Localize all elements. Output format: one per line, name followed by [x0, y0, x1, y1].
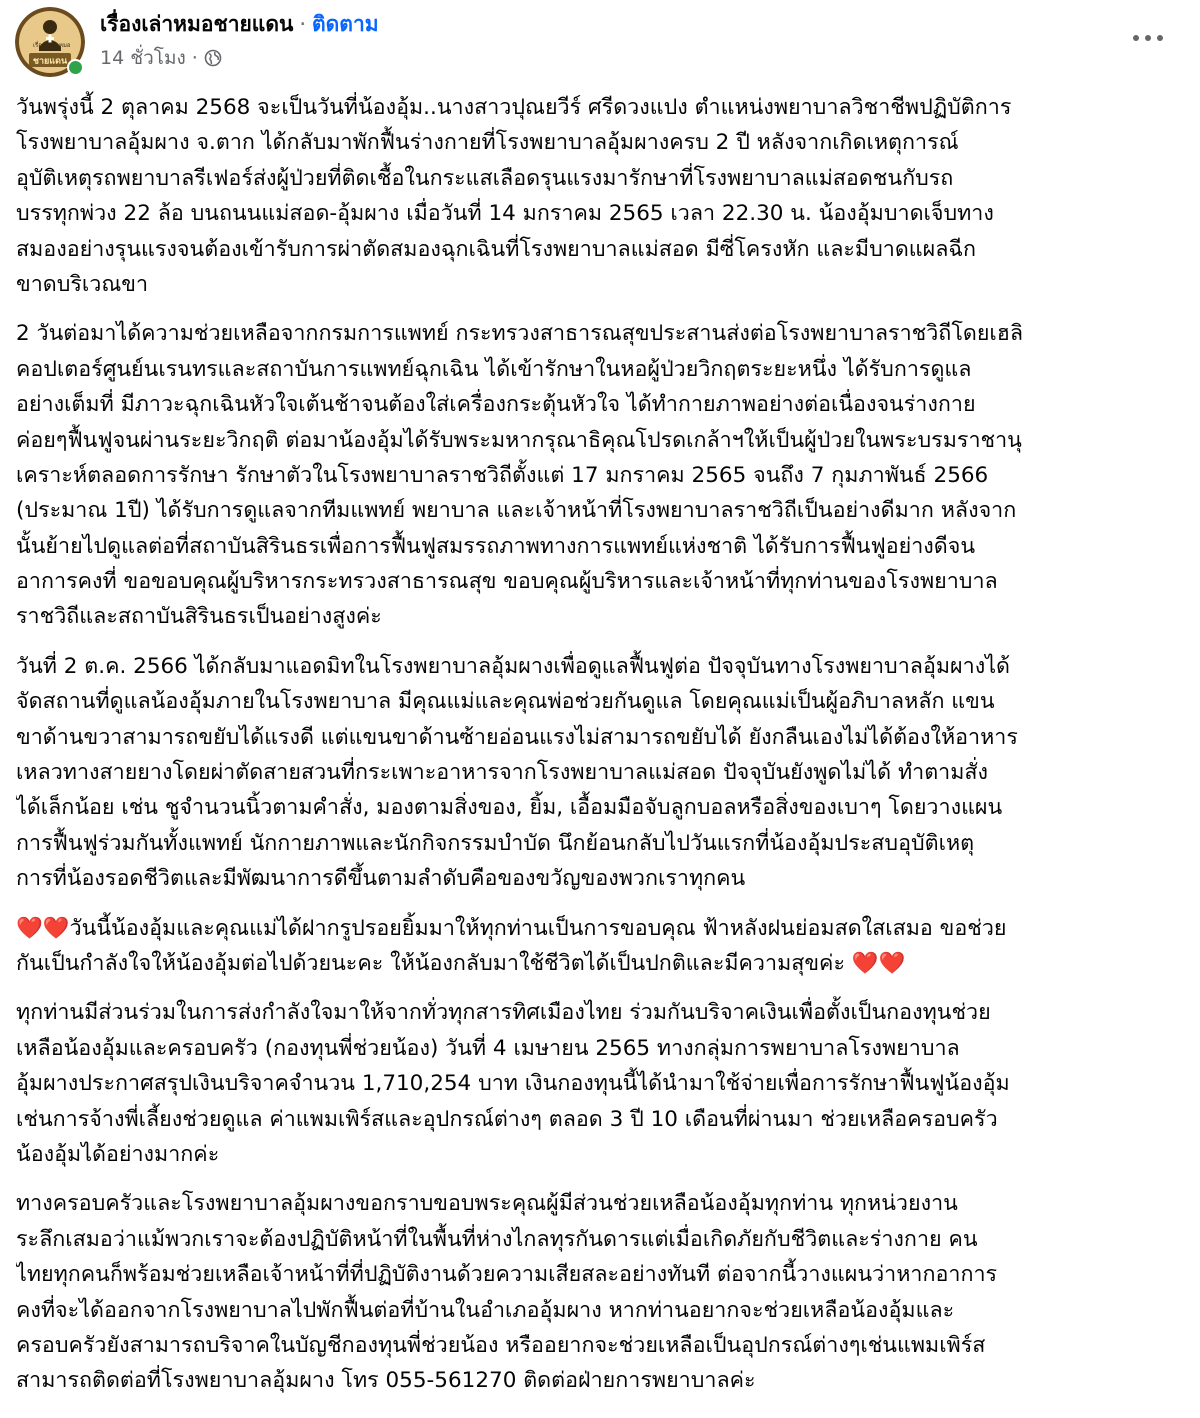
- post-text-line: อาการคงที่ ขอขอบคุณผู้บริหารกระทรวงสาธารณสุข ขอบคุณผู้บริหารและเจ้าหน้าที่ทุกท่านของโรงพยาบาล: [16, 569, 998, 595]
- post-text-line: ราชวิถีและสถาบันสิรินธรเป็นอย่างสูงค่ะ: [16, 604, 382, 630]
- post-text-line: เช่นการจ้างพี่เลี้ยงช่วยดูแล ค่าแพมเพิร์สและอุปกรณ์ต่างๆ ตลอด 3 ปี 10 เดือนที่ผ่านมา ช่วยเหลือครอบครัว: [16, 1106, 998, 1132]
- avatar-logo-text-bottom: ชายแดน: [32, 56, 68, 67]
- post-text-line: บรรทุกพ่วง 22 ล้อ บนถนนแม่สอด-อุ้มผาง เมื่อวันที่ 14 มกราคม 2565 เวลา 22.30 น. น้องอุ้มบาดเจ็บทาง: [16, 201, 994, 227]
- globe-icon[interactable]: [204, 49, 222, 67]
- post-text-line: วันที่ 2 ต.ค. 2566 ได้กลับมาแอดมิทในโรงพยาบาลอุ้มผางเพื่อดูแลฟื้นฟูต่อ ปัจจุบันทางโรงพยาบาลอุ้มผางได้: [16, 653, 1010, 679]
- post-text-line: ทางครอบครัวและโรงพยาบาลอุ้มผางขอกราบขอบพระคุณผู้มีส่วนช่วยเหลือน้องอุ้มทุกท่าน ทุกหน่วยงาน: [16, 1191, 958, 1217]
- post-text-line: ขาด้านขวาสามารถขยับได้แรงดี แต่แขนขาด้านซ้ายอ่อนแรงไม่สามารถขยับได้ ยังกลืนเองไม่ได้ต้องให้อาหาร: [16, 724, 1018, 750]
- post-paragraph: [16, 911, 1184, 982]
- post-text-line: สามารถติดต่อที่โรงพยาบาลอุ้มผาง โทร 055-561270 ติดต่อฝ่ายการพยาบาลค่ะ: [16, 1368, 756, 1394]
- post-text-line: การที่น้องรอดชีวิตและมีพัฒนาการดีขึ้นตามลำดับคือของขวัญของพวกเราทุกคน: [16, 866, 746, 892]
- post-text-line: กันเป็นกำลังใจให้น้องอุ้มต่อไปด้วยนะคะ ให้น้องกลับมาใช้ชีวิตได้เป็นปกติและมีความสุขค่ะ ❤️❤️: [16, 950, 906, 976]
- more-options-button[interactable]: [1128, 22, 1168, 54]
- post-text-line: 2 วันต่อมาได้ความช่วยเหลือจากกรมการแพทย์ กระทรวงสาธารณสุขประสานส่งต่อโรงพยาบาลราชวิถีโดยเฮลิ: [16, 321, 1024, 347]
- follow-button[interactable]: ติดตาม: [312, 11, 379, 36]
- post-text-line: จัดสถานที่ดูแลน้องอุ้มภายในโรงพยาบาล มีคุณแม่และคุณพ่อช่วยกันดูแล โดยคุณแม่เป็นผู้อภิบาลหลัก แขน: [16, 689, 995, 715]
- meta-separator: ·: [191, 47, 198, 69]
- post-paragraph: [16, 649, 1184, 897]
- heart-icon: ❤️: [878, 950, 906, 976]
- page-name-link[interactable]: เรื่องเล่าหมอชายแดน: [100, 11, 294, 36]
- post-text-line: น้องอุ้มได้อย่างมากค่ะ: [16, 1141, 220, 1167]
- post-meta: [100, 44, 222, 72]
- heart-icon: ❤️: [42, 915, 70, 941]
- post-text-line: อย่างเต็มที่ มีภาวะฉุกเฉินหัวใจเต้นช้าจนต้องใส่เครื่องกระตุ้นหัวใจ ได้ทำกายภาพอย่างต่อเนื่องจนร่างกาย: [16, 392, 976, 418]
- post-text-line: ระลึกเสมอว่าแม้พวกเราจะต้องปฏิบัติหน้าที่ในพื้นที่ห่างไกลทุรกันดารแต่เมื่อเกิดภัยกับชีวิตและร่างกาย คน: [16, 1226, 978, 1252]
- post-text-line: วันพรุ่งนี้ 2 ตุลาคม 2568 จะเป็นวันที่น้องอุ้ม..นางสาวปุณยวีร์ ศรีดวงแปง ตำแหน่งพยาบาลวิชาชีพปฏิบัติการ: [16, 95, 1012, 120]
- post-paragraph: [16, 316, 1184, 635]
- post-paragraph: [16, 1186, 1184, 1398]
- avatar-logo-text-mid: หมอ: [59, 42, 71, 49]
- post-text-line: คอปเตอร์ศูนย์นเรนทรและสถาบันการแพทย์ฉุกเฉิน ได้เข้ารักษาในหอผู้ป่วยวิกฤตระยะหนึ่ง ได้รับการดูแล: [16, 356, 972, 382]
- post-text-line: นั้นย้ายไปดูแลต่อที่สถาบันสิรินธรเพื่อการฟื้นฟูสมรรถภาพทางการแพทย์แห่งชาติ ได้รับการฟื้นฟูอย่างดีจน: [16, 533, 976, 559]
- post-text-line: สมองอย่างรุนแรงจนต้องเข้ารับการผ่าตัดสมองฉุกเฉินที่โรงพยาบาลแม่สอด มีซี่โครงหัก และมีบาดแผลฉีก: [16, 236, 977, 262]
- heart-icon: ❤️: [16, 915, 43, 941]
- post-text-line: ได้เล็กน้อย เช่น ชูจำนวนนิ้วตามคำสั่ง, มองตามสิ่งของ, ยิ้ม, เอื้อมมือจับลูกบอลหรือสิ่งของเบาๆ โดยวางแผน: [16, 795, 1003, 821]
- post-timestamp[interactable]: 14 ชั่วโมง: [100, 47, 186, 69]
- post-text-line: ค่อยๆฟื้นฟูจนผ่านระยะวิกฤติ ต่อมาน้องอุ้มได้รับพระมหากรุณาธิคุณโปรดเกล้าฯให้เป็นผู้ป่วยในพระบรมราชานุ: [16, 427, 1022, 453]
- post-text-line: เหลือน้องอุ้มและครอบครัว (กองทุนพี่ช่วยน้อง) วันที่ 4 เมษายน 2565 ทางกลุ่มการพยาบาลโรงพยาบาล: [16, 1035, 960, 1061]
- post-text-line: ไทยทุกคนก็พร้อมช่วยเหลือเจ้าหน้าที่ที่ปฏิบัติงานด้วยความเสียสละอย่างทันที ต่อจากนี้วางแผนว่าหากอาการ: [16, 1262, 998, 1288]
- post-text-line: ทุกท่านมีส่วนร่วมในการส่งกำลังใจมาให้จากทั่วทุกสารทิศเมืองไทย ร่วมกันบริจาคเงินเพื่อตั้งเป็นกองทุนช่วย: [16, 1000, 991, 1026]
- post-text-line: (ประมาณ 1ปี) ได้รับการดูแลจากทีมแพทย์ พยาบาล และเจ้าหน้าที่โรงพยาบาลราชวิถีเป็นอย่างดีมาก หลังจาก: [16, 498, 1017, 524]
- post-text-line: โรงพยาบาลอุ้มผาง จ.ตาก ได้กลับมาพักฟื้นร่างกายที่โรงพยาบาลอุ้มผางครบ 2 ปี หลังจากเกิดเหตุการณ์: [16, 130, 959, 156]
- post-text-line: ครอบครัวยังสามารถบริจาคในบัญชีกองทุนพี่ช่วยน้อง หรืออยากจะช่วยเหลือเป็นอุปกรณ์ต่างๆเช่นแพมเพิร์ส: [16, 1332, 986, 1358]
- post-text-line: ❤️❤️วันนี้น้องอุ้มและคุณแม่ได้ฝากรูปรอยยิ้มมาให้ทุกท่านเป็นการขอบคุณ ฟ้าหลังฝนย่อมสดใสเสมอ ขอช่วย: [16, 915, 1007, 941]
- heart-icon: ❤️: [851, 950, 879, 976]
- post-text-line: เหลวทางสายยางโดยผ่าตัดสายสวนที่กระเพาะอาหารจากโรงพยาบาลแม่สอด ปัจจุบันยังพูดไม่ได้ ทำตามสั่ง: [16, 760, 989, 786]
- online-status-dot: [67, 59, 84, 76]
- post-text-line: อุ้มผางประกาศสรุปเงินบริจาคจำนวน 1,710,254 บาท เงินกองทุนนี้ได้นำมาใช้จ่ายเพื่อการรักษาฟื้นฟูน้องอุ้ม: [16, 1071, 1010, 1097]
- post-text-line: อุบัติเหตุรถพยาบาลรีเฟอร์ส่งผู้ป่วยที่ติดเชื้อในกระแสเลือดรุนแรงมารักษาที่โรงพยาบาลแม่สอดชนกับรถ: [16, 165, 954, 191]
- post-text-line: คงที่จะได้ออกจากโรงพยาบาลไปพักฟื้นต่อที่บ้านในอำเภออุ้มผาง หากท่านอยากจะช่วยเหลือน้องอุ้มและ: [16, 1297, 955, 1323]
- post-text-line: การฟื้นฟูร่วมกันทั้งแพทย์ นักกายภาพและนักกิจกรรมบำบัด นึกย้อนกลับไปวันแรกที่น้องอุ้มประสบอุบัติเหตุ: [16, 830, 975, 856]
- post-text-line: เคราะห์ตลอดการรักษา รักษาตัวในโรงพยาบาลราชวิถีตั้งแต่ 17 มกราคม 2565 จนถึง 7 กุมภาพันธ์ 2566: [16, 462, 989, 488]
- post-text-line: ขาดบริเวณขา: [16, 271, 149, 297]
- name-row: [100, 8, 379, 40]
- post-header: [0, 0, 1200, 90]
- avatar-logo-text-top: เรื่อง: [33, 42, 45, 49]
- post-paragraph: [16, 90, 1184, 302]
- name-separator: ·: [299, 12, 307, 36]
- post-body: [16, 90, 1184, 1413]
- more-icon: [1132, 34, 1164, 42]
- post-paragraph: [16, 995, 1184, 1172]
